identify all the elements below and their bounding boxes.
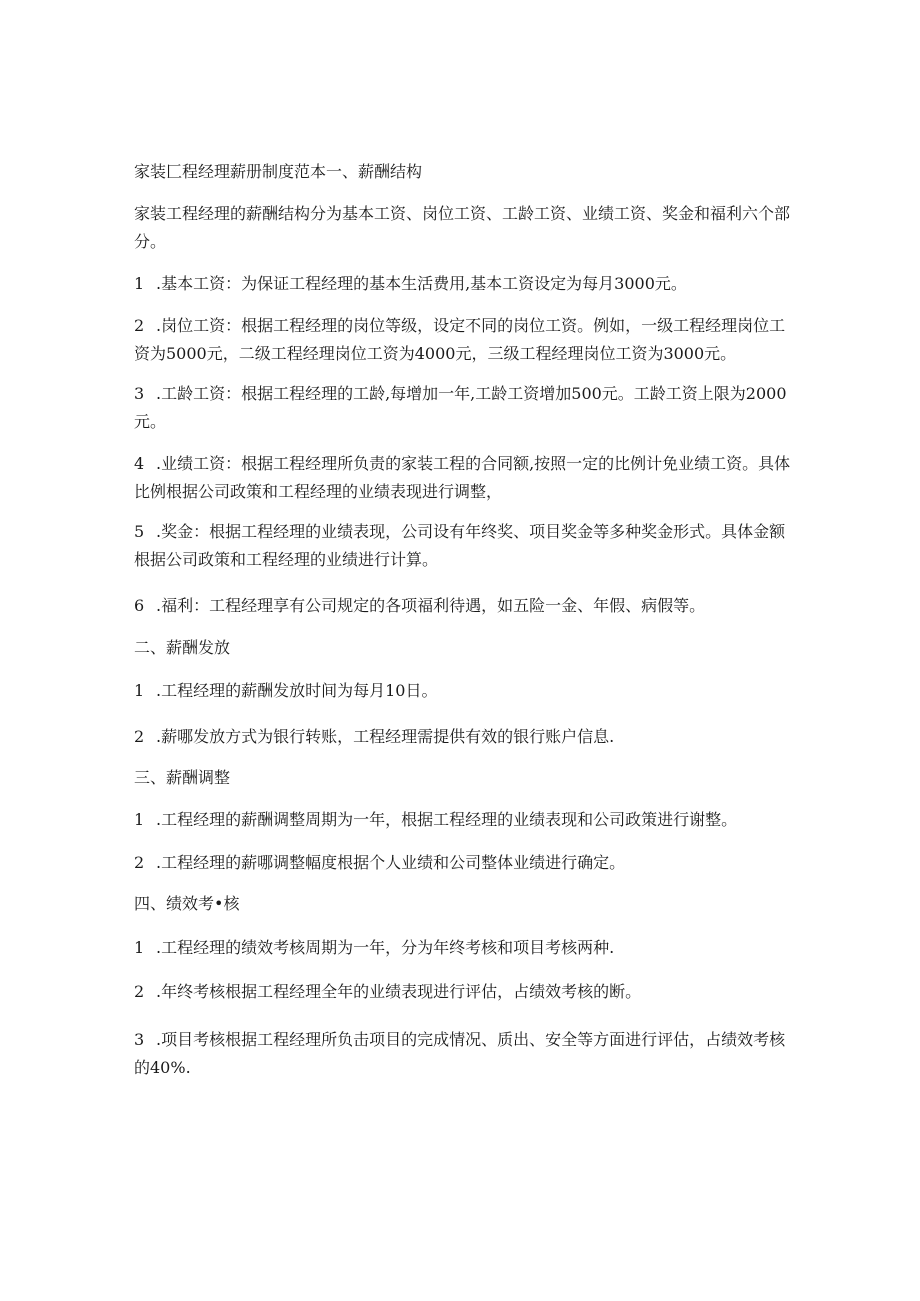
section4-item-2 <box>134 978 794 1006</box>
structure-item-2 <box>134 312 794 368</box>
item-text: .薪哪发放方式为银行转账，工程经理需提供有效的银行账户信息. <box>156 727 615 746</box>
document-title: 家装匚程经理薪册制度范本一、薪酬结构 <box>134 162 423 181</box>
item-number: 2 <box>134 982 145 1001</box>
item-number: 6 <box>134 596 145 615</box>
structure-item-4 <box>134 450 794 506</box>
section3-heading: 三、薪酬调整 <box>134 768 231 787</box>
item-number: 1 <box>134 810 145 829</box>
item-text: .工龄工资：根据工程经理的工龄,每增加一年,工龄工资增加500元。工龄工资上限为2000元。 <box>134 384 787 431</box>
section3-item-2 <box>134 849 794 877</box>
item-text: .年终考核根据工程经理全年的业绩表现进行评估，占绩效考核的断。 <box>156 982 642 1001</box>
item-text: .奖金：根据工程经理的业绩表现，公司设有年终奖、项目奖金等多种奖金形式。具体金额根据公司政策和工程经理的业绩进行计算。 <box>134 522 786 569</box>
item-text: .工程经理的绩效考核周期为一年，分为年终考核和项目考核两种. <box>156 938 615 957</box>
section4-item-3 <box>134 1026 794 1082</box>
item-number: 1 <box>134 274 145 293</box>
section2-item-1 <box>134 677 794 705</box>
item-number: 2 <box>134 853 145 872</box>
item-text: .岗位工资：根据工程经理的岗位等级，设定不同的岗位工资。例如，一级工程经理岗位工资为5000元，二级工程经理岗位工资为4000元，三级工程经理岗位工资为3000元。 <box>134 316 786 363</box>
structure-item-6 <box>134 592 794 620</box>
item-text: .工程经理的薪哪调整幅度根据个人业绩和公司整体业绩进行确定。 <box>156 853 626 872</box>
structure-item-3 <box>134 380 794 436</box>
item-number: 5 <box>134 522 145 541</box>
item-number: 4 <box>134 454 145 473</box>
section3-item-1 <box>134 806 794 834</box>
structure-item-5 <box>134 518 794 574</box>
item-text: .业绩工资：根据工程经理所负责的家装工程的合同额,按照一定的比例计免业绩工资。具体比例根据公司政策和工程经理的业绩表现进行调整， <box>134 454 791 501</box>
section4-item-1 <box>134 934 794 962</box>
item-text: .项目考核根据工程经理所负击项目的完成情况、质出、安全等方面进行评估，占绩效考核的40%. <box>134 1030 786 1077</box>
section2-item-2 <box>134 723 794 751</box>
item-number: 1 <box>134 938 145 957</box>
item-number: 2 <box>134 316 145 335</box>
section4-heading: 四、绩效考•核 <box>134 894 240 913</box>
item-number: 3 <box>134 1030 145 1049</box>
section2-heading: 二、薪酬发放 <box>134 638 231 657</box>
item-text: .工程经理的薪酬调整周期为一年，根据工程经理的业绩表现和公司政策进行谢整。 <box>156 810 738 829</box>
structure-item-1 <box>134 270 794 298</box>
intro-paragraph: 家装工程经理的薪酬结构分为基本工资、岗位工资、工龄工资、业绩工资、奖金和福利六个部分。 <box>134 204 791 251</box>
item-text: .基本工资：为保证工程经理的基本生活费用,基本工资设定为每月3000元。 <box>156 274 687 293</box>
item-text: .福利：工程经理享有公司规定的各项福利待遇，如五险一金、年假、病假等。 <box>156 596 706 615</box>
item-number: 2 <box>134 727 145 746</box>
item-number: 1 <box>134 681 145 700</box>
item-number: 3 <box>134 384 145 403</box>
item-text: .工程经理的薪酬发放时间为每月10日。 <box>156 681 438 700</box>
